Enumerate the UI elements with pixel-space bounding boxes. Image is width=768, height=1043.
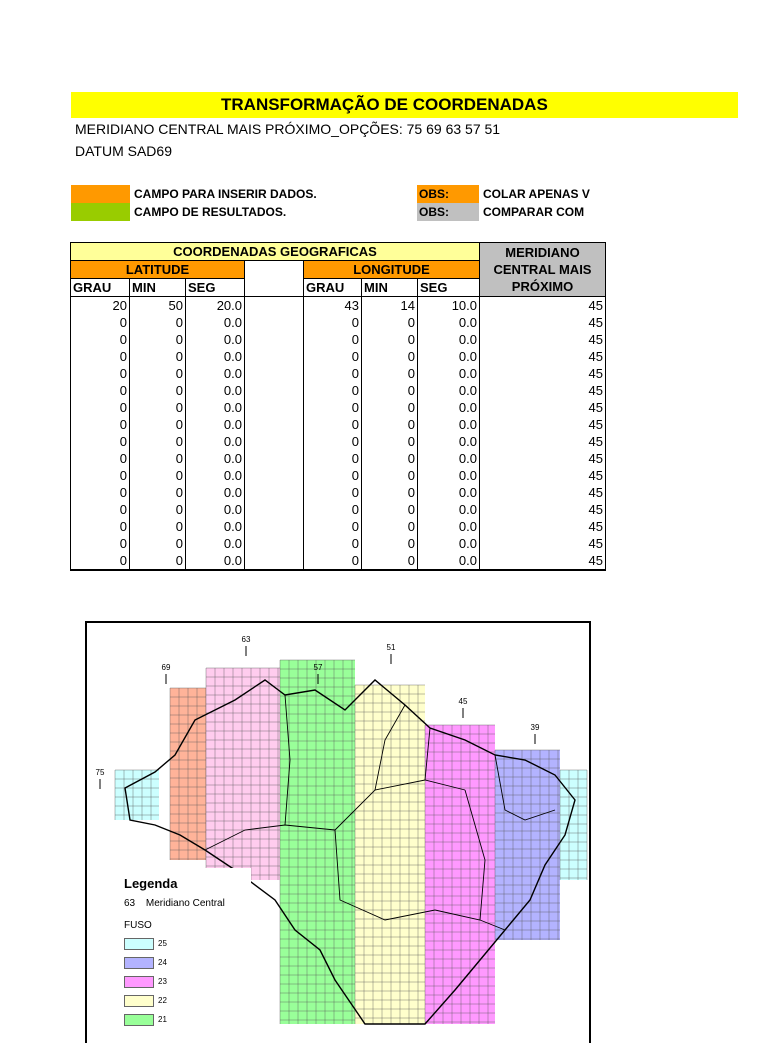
table-row	[71, 433, 606, 450]
lat-seg-cell[interactable]: 0.0	[186, 467, 245, 484]
legend-row-result	[71, 203, 606, 221]
lon-min-header: MIN	[362, 279, 418, 297]
lon-min-cell[interactable]: 0	[362, 518, 418, 535]
table-row	[71, 484, 606, 501]
spacer-cell	[245, 535, 304, 552]
lon-seg-cell[interactable]: 0.0	[418, 348, 480, 365]
utm-zone-strip	[495, 750, 560, 940]
lat-grau-cell[interactable]: 0	[71, 518, 130, 535]
table-row	[71, 518, 606, 535]
meridian-cell: 45	[480, 484, 606, 501]
lon-min-cell[interactable]: 0	[362, 467, 418, 484]
meridian-label: 51	[386, 643, 396, 652]
lat-grau-cell[interactable]: 0	[71, 501, 130, 518]
lon-seg-cell[interactable]: 0.0	[418, 433, 480, 450]
spacer-cell	[245, 484, 304, 501]
page-title-text: TRANSFORMAÇÃO DE COORDENADAS	[221, 95, 548, 114]
lat-min-cell[interactable]: 0	[130, 501, 186, 518]
utm-zone-strip	[280, 660, 355, 1024]
lon-min-cell[interactable]: 0	[362, 382, 418, 399]
table-row	[71, 382, 606, 399]
lon-min-cell[interactable]: 0	[362, 433, 418, 450]
meridian-label: 57	[313, 663, 323, 672]
page-title	[71, 92, 606, 118]
meridian-cell: 45	[480, 433, 606, 450]
spacer-cell	[245, 297, 304, 315]
lat-grau-cell[interactable]: 0	[71, 314, 130, 331]
spacer-cell	[245, 450, 304, 467]
meridian-cell: 45	[480, 518, 606, 535]
lat-min-cell[interactable]: 0	[130, 416, 186, 433]
map-legend-title: Legenda	[124, 876, 178, 891]
legend-meridian-text: Meridiano Central	[145, 898, 225, 909]
lat-seg-cell[interactable]: 0.0	[186, 314, 245, 331]
lon-seg-cell[interactable]: 10.0	[418, 297, 480, 315]
lat-min-cell[interactable]: 0	[130, 535, 186, 552]
lon-min-cell[interactable]: 0	[362, 450, 418, 467]
obs-text-1: COLAR APENAS V	[483, 187, 590, 201]
lat-seg-cell[interactable]: 0.0	[186, 433, 245, 450]
table-row	[71, 467, 606, 484]
lat-min-cell[interactable]: 0	[130, 518, 186, 535]
brazil-utm-zone-map	[85, 635, 587, 1024]
spacer-cell	[245, 314, 304, 331]
lon-grau-cell[interactable]: 0	[304, 535, 362, 552]
lat-min-header: MIN	[130, 279, 186, 297]
meridian-cell: 45	[480, 467, 606, 484]
lon-min-cell[interactable]: 14	[362, 297, 418, 315]
lat-grau-cell[interactable]: 0	[71, 535, 130, 552]
lon-grau-cell[interactable]: 0	[304, 484, 362, 501]
lon-grau-cell[interactable]: 0	[304, 433, 362, 450]
lon-seg-cell[interactable]: 0.0	[418, 314, 480, 331]
table-row	[71, 365, 606, 382]
meridian-cell: 45	[480, 365, 606, 382]
table-row	[71, 450, 606, 467]
map-legend-fuso: FUSO	[124, 920, 152, 931]
fuso-swatch	[124, 976, 154, 988]
input-color-swatch	[71, 185, 130, 203]
lat-grau-cell[interactable]: 0	[71, 348, 130, 365]
lon-grau-cell[interactable]: 0	[304, 331, 362, 348]
lon-seg-cell[interactable]: 0.0	[418, 399, 480, 416]
lon-seg-cell[interactable]: 0.0	[418, 484, 480, 501]
lon-min-cell[interactable]: 0	[362, 331, 418, 348]
meridian-label: 45	[458, 697, 468, 706]
meridian-cell: 45	[480, 501, 606, 518]
table-row	[71, 331, 606, 348]
lon-grau-header: GRAU	[304, 279, 362, 297]
lon-seg-cell[interactable]: 0.0	[418, 416, 480, 433]
input-legend-label: CAMPO PARA INSERIR DADOS.	[134, 187, 317, 201]
spacer-cell	[245, 467, 304, 484]
lat-grau-cell[interactable]: 20	[71, 297, 130, 315]
lat-grau-cell[interactable]: 0	[71, 399, 130, 416]
fuso-swatch	[124, 1014, 154, 1026]
group-header: COORDENADAS GEOGRAFICAS	[71, 243, 480, 261]
spacer-cell	[245, 365, 304, 382]
spacer-cell	[245, 433, 304, 450]
lon-min-cell[interactable]: 0	[362, 365, 418, 382]
lon-grau-cell[interactable]: 0	[304, 552, 362, 570]
obs-label-1: OBS:	[417, 185, 479, 203]
spacer-cell	[245, 399, 304, 416]
lat-grau-cell[interactable]: 0	[71, 365, 130, 382]
coordinates-table	[70, 242, 606, 571]
table-row	[71, 552, 606, 570]
lon-grau-cell[interactable]: 0	[304, 450, 362, 467]
result-legend-label: CAMPO DE RESULTADOS.	[134, 205, 287, 219]
latitude-header: LATITUDE	[71, 261, 245, 279]
lat-seg-cell[interactable]: 0.0	[186, 501, 245, 518]
lat-grau-cell[interactable]: 0	[71, 416, 130, 433]
lat-seg-cell[interactable]: 20.0	[186, 297, 245, 315]
obs-label-2: OBS:	[417, 203, 479, 221]
lat-min-cell[interactable]: 0	[130, 450, 186, 467]
spacer-cell	[245, 331, 304, 348]
table-row	[71, 416, 606, 433]
lon-grau-cell[interactable]: 0	[304, 348, 362, 365]
lon-grau-cell[interactable]: 0	[304, 518, 362, 535]
lat-seg-cell[interactable]: 0.0	[186, 416, 245, 433]
meridian-cell: 45	[480, 535, 606, 552]
lat-seg-cell[interactable]: 0.0	[186, 552, 245, 570]
lat-seg-cell[interactable]: 0.0	[186, 365, 245, 382]
utm-zone-strip	[115, 770, 159, 820]
lat-grau-cell[interactable]: 0	[71, 467, 130, 484]
fuso-label: 21	[158, 1015, 167, 1024]
lat-seg-cell[interactable]: 0.0	[186, 382, 245, 399]
meridian-cell: 45	[480, 416, 606, 433]
table-row	[71, 399, 606, 416]
legend-row-input	[71, 185, 606, 203]
lat-min-cell[interactable]: 0	[130, 399, 186, 416]
fuso-swatch	[124, 957, 154, 969]
lat-seg-header: SEG	[186, 279, 245, 297]
lat-grau-cell[interactable]: 0	[71, 433, 130, 450]
lat-seg-cell[interactable]: 0.0	[186, 518, 245, 535]
meridian-options-text: MERIDIANO CENTRAL MAIS PRÓXIMO_OPÇÕES: 75 69 63 57 51	[75, 121, 501, 137]
lon-min-cell[interactable]: 0	[362, 348, 418, 365]
lon-grau-cell[interactable]: 0	[304, 501, 362, 518]
datum-text: DATUM SAD69	[75, 143, 172, 159]
table-row	[71, 501, 606, 518]
meridian-cell: 45	[480, 314, 606, 331]
meridian-label: 69	[161, 663, 171, 672]
table-row	[71, 297, 606, 315]
spacer-cell	[245, 348, 304, 365]
spacer-cell	[245, 552, 304, 570]
lat-min-cell[interactable]: 0	[130, 314, 186, 331]
lon-seg-cell[interactable]: 0.0	[418, 450, 480, 467]
lat-min-cell[interactable]: 0	[130, 484, 186, 501]
lon-grau-cell[interactable]: 0	[304, 365, 362, 382]
meridian-cell: 45	[480, 297, 606, 315]
lon-min-cell[interactable]: 0	[362, 501, 418, 518]
spacer-cell	[245, 518, 304, 535]
lon-min-cell[interactable]: 0	[362, 314, 418, 331]
lon-seg-cell[interactable]: 0.0	[418, 501, 480, 518]
lon-seg-cell[interactable]: 0.0	[418, 365, 480, 382]
lat-grau-header: GRAU	[71, 279, 130, 297]
lat-min-cell[interactable]: 0	[130, 433, 186, 450]
lon-grau-cell[interactable]: 0	[304, 467, 362, 484]
lat-min-cell[interactable]: 0	[130, 348, 186, 365]
lat-min-cell[interactable]: 0	[130, 365, 186, 382]
lon-grau-cell[interactable]: 0	[304, 416, 362, 433]
lon-grau-cell[interactable]: 0	[304, 382, 362, 399]
meridian-cell: 45	[480, 399, 606, 416]
lon-seg-cell[interactable]: 0.0	[418, 552, 480, 570]
lat-seg-cell[interactable]: 0.0	[186, 535, 245, 552]
lon-seg-header: SEG	[418, 279, 480, 297]
lat-seg-cell[interactable]: 0.0	[186, 331, 245, 348]
fuso-label: 22	[158, 996, 167, 1005]
spacer-cell	[245, 279, 304, 297]
lon-seg-cell[interactable]: 0.0	[418, 382, 480, 399]
lat-min-cell[interactable]: 50	[130, 297, 186, 315]
obs-text-2: COMPARAR COM	[483, 205, 585, 219]
lon-min-cell[interactable]: 0	[362, 552, 418, 570]
lat-seg-cell[interactable]: 0.0	[186, 450, 245, 467]
legend-meridian-number: 63	[124, 898, 136, 909]
lat-grau-cell[interactable]: 0	[71, 484, 130, 501]
spacer-cell	[245, 261, 304, 279]
lat-grau-cell[interactable]: 0	[71, 382, 130, 399]
lon-grau-cell[interactable]: 0	[304, 314, 362, 331]
table-row	[71, 348, 606, 365]
spacer-cell	[245, 501, 304, 518]
lat-min-cell[interactable]: 0	[130, 382, 186, 399]
lat-seg-cell[interactable]: 0.0	[186, 399, 245, 416]
lat-grau-cell[interactable]: 0	[71, 552, 130, 570]
result-color-swatch	[71, 203, 130, 221]
meridian-cell: 45	[480, 348, 606, 365]
lat-grau-cell[interactable]: 0	[71, 450, 130, 467]
lon-min-cell[interactable]: 0	[362, 484, 418, 501]
fuso-label: 23	[158, 977, 167, 986]
longitude-header: LONGITUDE	[304, 261, 480, 279]
lon-grau-cell[interactable]: 43	[304, 297, 362, 315]
lon-seg-cell[interactable]: 0.0	[418, 331, 480, 348]
lat-min-cell[interactable]: 0	[130, 467, 186, 484]
lat-min-cell[interactable]: 0	[130, 552, 186, 570]
lat-seg-cell[interactable]: 0.0	[186, 348, 245, 365]
meridian-header: MERIDIANO CENTRAL MAIS PRÓXIMO	[480, 243, 606, 297]
spacer-cell	[245, 382, 304, 399]
meridian-cell: 45	[480, 552, 606, 570]
map-legend-meridian	[124, 898, 225, 909]
lon-grau-cell[interactable]: 0	[304, 399, 362, 416]
lat-min-cell[interactable]: 0	[130, 331, 186, 348]
meridian-cell: 45	[480, 450, 606, 467]
fuso-swatch	[124, 938, 154, 950]
meridian-label: 39	[530, 723, 540, 732]
lon-seg-cell[interactable]: 0.0	[418, 467, 480, 484]
lon-seg-cell[interactable]: 0.0	[418, 535, 480, 552]
meridian-label: 75	[95, 768, 105, 777]
lat-seg-cell[interactable]: 0.0	[186, 484, 245, 501]
lon-min-cell[interactable]: 0	[362, 535, 418, 552]
spacer-cell	[245, 416, 304, 433]
fuso-label: 24	[158, 958, 167, 967]
lat-grau-cell[interactable]: 0	[71, 331, 130, 348]
meridian-label: 63	[241, 635, 251, 644]
lon-min-cell[interactable]: 0	[362, 416, 418, 433]
meridian-cell: 45	[480, 331, 606, 348]
table-row	[71, 535, 606, 552]
fuso-swatch	[124, 995, 154, 1007]
lon-min-cell[interactable]: 0	[362, 399, 418, 416]
table-row	[71, 314, 606, 331]
lon-seg-cell[interactable]: 0.0	[418, 518, 480, 535]
fuso-label: 25	[158, 939, 167, 948]
meridian-cell: 45	[480, 382, 606, 399]
